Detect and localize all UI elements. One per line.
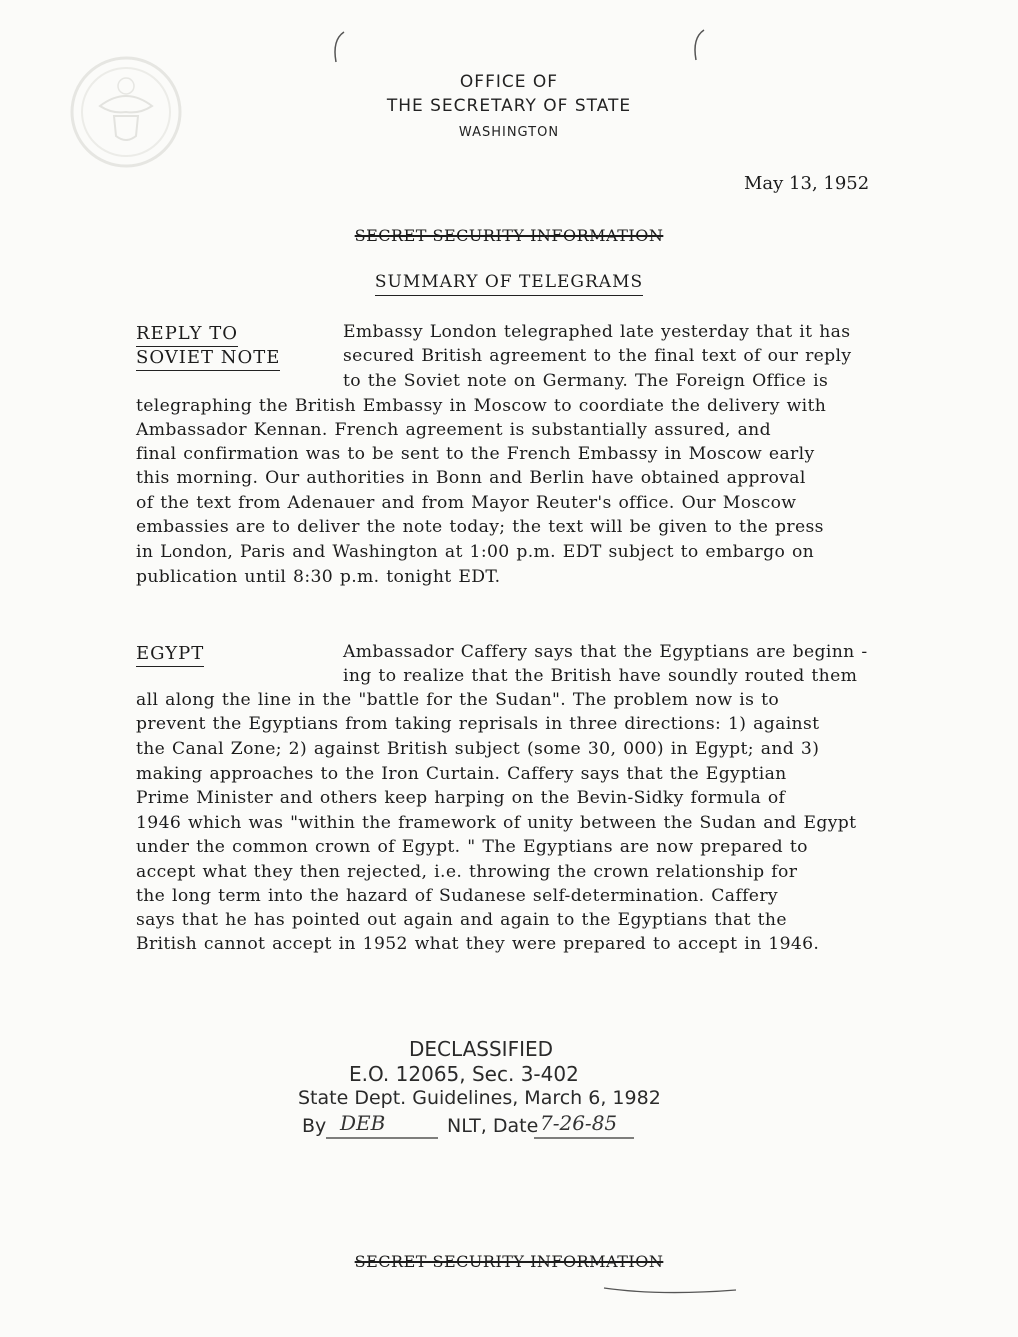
declassified-handwritten-date: 7-26-85 <box>540 1111 618 1135</box>
document-date: May 13, 1952 <box>744 173 870 194</box>
egypt-paragraph-line: making approaches to the Iron Curtain. Caffery says that the Egyptian <box>136 764 787 784</box>
egypt-paragraph-line: prevent the Egyptians from taking reprisals in three directions: 1) against <box>136 714 820 734</box>
egypt-paragraph-line: says that he has pointed out again and again to the Egyptians that the <box>136 910 787 930</box>
egypt-paragraph-line: accept what they then rejected, i.e. throwing the crown relationship for <box>136 862 798 882</box>
page-title-text: SUMMARY OF TELEGRAMS <box>375 272 643 296</box>
reply-paragraph-line: telegraphing the British Embassy in Moscow to coordiate the delivery with <box>136 396 827 416</box>
reply-paragraph-line: this morning. Our authorities in Bonn and Berlin have obtained approval <box>136 468 806 488</box>
declassified-stamp-nlt-label: NLT, Date <box>447 1115 539 1137</box>
letterhead-office: OFFICE OF <box>459 72 559 92</box>
by-signature-line <box>326 1135 438 1141</box>
reply-paragraph-line: Embassy London telegraphed late yesterday that it has <box>343 322 851 342</box>
side-heading-egypt: EGYPT <box>136 642 204 667</box>
egypt-paragraph-line: under the common crown of Egypt. " The Egyptians are now prepared to <box>136 837 808 857</box>
reply-paragraph-line: secured British agreement to the final text of our reply <box>343 346 852 366</box>
egypt-paragraph-line: British cannot accept in 1952 what they were prepared to accept in 1946. <box>136 934 820 954</box>
side-heading-reply-line1: REPLY TO <box>136 322 238 347</box>
declassified-stamp-title: DECLASSIFIED <box>409 1037 554 1061</box>
declassified-stamp-authority: E.O. 12065, Sec. 3-402 <box>349 1062 579 1086</box>
egypt-paragraph-line: all along the line in the "battle for the Sudan". The problem now is to <box>136 690 780 710</box>
egypt-paragraph-line: ing to realize that the British have soundly routed them <box>343 666 858 686</box>
egypt-paragraph-line: Ambassador Caffery says that the Egyptians are beginn - <box>343 642 868 662</box>
classification-marking-top: SECRET SECURITY INFORMATION <box>354 226 664 245</box>
egypt-paragraph-line: Prime Minister and others keep harping on the Bevin-Sidky formula of <box>136 788 786 808</box>
reply-paragraph-line: publication until 8:30 p.m. tonight EDT. <box>136 567 501 587</box>
egypt-paragraph-line: the Canal Zone; 2) against British subject (some 30, 000) in Egypt; and 3) <box>136 739 820 759</box>
declassified-stamp-guidelines: State Dept. Guidelines, March 6, 1982 <box>298 1087 661 1109</box>
scan-mark-right <box>688 26 708 66</box>
declassified-stamp-by-label: By <box>302 1115 327 1137</box>
pen-stroke-bottom <box>600 1278 740 1298</box>
declassified-initials: DEB <box>340 1111 386 1135</box>
date-signature-line <box>534 1135 634 1141</box>
egypt-paragraph-line: 1946 which was "within the framework of unity between the Sudan and Egypt <box>136 813 857 833</box>
reply-paragraph-line: final confirmation was to be sent to the French Embassy in Moscow early <box>136 444 815 464</box>
reply-paragraph-line: embassies are to deliver the note today; the text will be given to the press <box>136 517 824 537</box>
reply-paragraph-line: in London, Paris and Washington at 1:00 p.m. EDT subject to embargo on <box>136 542 815 562</box>
egypt-paragraph-line: the long term into the hazard of Sudanese self-determination. Caffery <box>136 886 778 906</box>
page-title <box>0 272 1018 292</box>
letterhead-city: WASHINGTON <box>458 125 560 140</box>
letterhead-secretary: THE SECRETARY OF STATE <box>386 96 632 116</box>
reply-paragraph-line: to the Soviet note on Germany. The Foreign Office is <box>343 371 829 391</box>
classification-marking-bottom: SECRET SECURITY INFORMATION <box>354 1252 664 1271</box>
side-heading-reply-line2: SOVIET NOTE <box>136 346 280 371</box>
scan-mark-left <box>328 28 348 68</box>
reply-paragraph-line: Ambassador Kennan. French agreement is substantially assured, and <box>136 420 771 440</box>
reply-paragraph-line: of the text from Adenauer and from Mayor Reuter's office. Our Moscow <box>136 493 797 513</box>
